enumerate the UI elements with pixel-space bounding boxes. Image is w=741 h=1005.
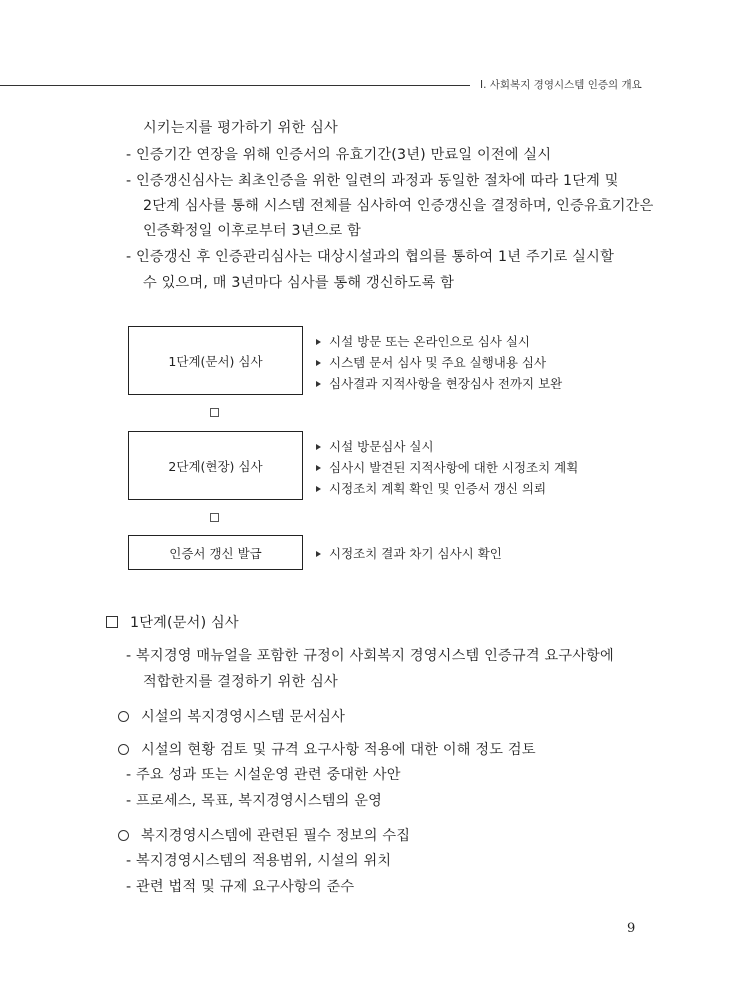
intro-item-cont: 2단계 심사를 통해 시스템 전체를 심사하여 인증갱신을 결정하며, 인증유효기간은 <box>143 198 654 214</box>
section-item: - 복지경영 매뉴얼을 포함한 규정이 사회복지 경영시스템 인증규격 요구사항에 <box>126 648 614 664</box>
flow-bullet: 시정조치 결과 차기 심사시 확인 <box>316 544 502 562</box>
circle-bullet-icon <box>118 711 129 722</box>
triangle-bullet-icon <box>316 444 321 450</box>
flow-step-label: 1단계(문서) 심사 <box>168 353 263 369</box>
flow-step-box <box>128 431 303 500</box>
triangle-bullet-icon <box>316 465 321 471</box>
flow-bullet: 시설 방문심사 실시 <box>316 437 434 455</box>
section-item: - 관련 법적 및 규제 요구사항의 준수 <box>126 879 355 895</box>
flow-connector-icon <box>210 408 219 417</box>
intro-item: - 인증갱신심사는 최초인증을 위한 일련의 과정과 동일한 절차에 따라 1단계 및 <box>126 173 619 189</box>
circle-bullet-icon <box>118 744 129 755</box>
triangle-bullet-icon <box>316 360 321 366</box>
flow-connector-icon <box>210 513 219 522</box>
flow-bullet: 심사시 발견된 지적사항에 대한 시정조치 계획 <box>316 458 578 476</box>
page-number: 9 <box>627 921 636 936</box>
flow-bullet: 심사결과 지적사항을 현장심사 전까지 보완 <box>316 374 562 392</box>
square-bullet-icon <box>106 616 118 628</box>
triangle-bullet-icon <box>316 339 321 345</box>
intro-item: - 인증기간 연장을 위해 인증서의 유효기간(3년) 만료일 이전에 실시 <box>126 147 552 163</box>
triangle-bullet-icon <box>316 381 321 387</box>
circle-bullet-icon <box>118 830 129 841</box>
intro-item: - 인증갱신 후 인증관리심사는 대상시설과의 협의를 통하여 1년 주기로 실시할 <box>126 249 614 265</box>
section-item: - 프로세스, 목표, 복지경영시스템의 운영 <box>126 793 383 809</box>
flow-step-label: 인증서 갱신 발급 <box>169 545 262 561</box>
running-header: Ⅰ. 사회복지 경영시스템 인증의 개요 <box>480 79 642 91</box>
flow-step-label: 2단계(현장) 심사 <box>168 458 263 474</box>
intro-item-cont: 인증확정일 이후로부터 3년으로 함 <box>143 223 362 239</box>
flow-step-box <box>128 326 303 395</box>
flow-bullet: 시정조치 계획 확인 및 인증서 갱신 의뢰 <box>316 479 546 497</box>
intro-item-cont: 수 있으며, 매 3년마다 심사를 통해 갱신하도록 함 <box>143 275 455 291</box>
flow-step-box <box>128 535 303 570</box>
triangle-bullet-icon <box>316 551 321 557</box>
section-item-cont: 적합한지를 결정하기 위한 심사 <box>143 674 338 690</box>
intro-line: 시키는지를 평가하기 위한 심사 <box>143 120 338 136</box>
circle-item: 시설의 현황 검토 및 규격 요구사항 적용에 대한 이해 정도 검토 <box>118 739 536 759</box>
header-rule <box>0 85 470 86</box>
section-item: - 복지경영시스템의 적용범위, 시설의 위치 <box>126 853 392 869</box>
flow-bullet: 시스템 문서 심사 및 주요 실행내용 심사 <box>316 353 546 371</box>
section-heading: 1단계(문서) 심사 <box>106 612 239 632</box>
circle-item: 시설의 복지경영시스템 문서심사 <box>118 706 345 726</box>
section-item: - 주요 성과 또는 시설운영 관련 중대한 사안 <box>126 767 401 783</box>
flow-bullet: 시설 방문 또는 온라인으로 심사 실시 <box>316 332 530 350</box>
circle-item: 복지경영시스템에 관련된 필수 정보의 수집 <box>118 825 410 845</box>
triangle-bullet-icon <box>316 486 321 492</box>
